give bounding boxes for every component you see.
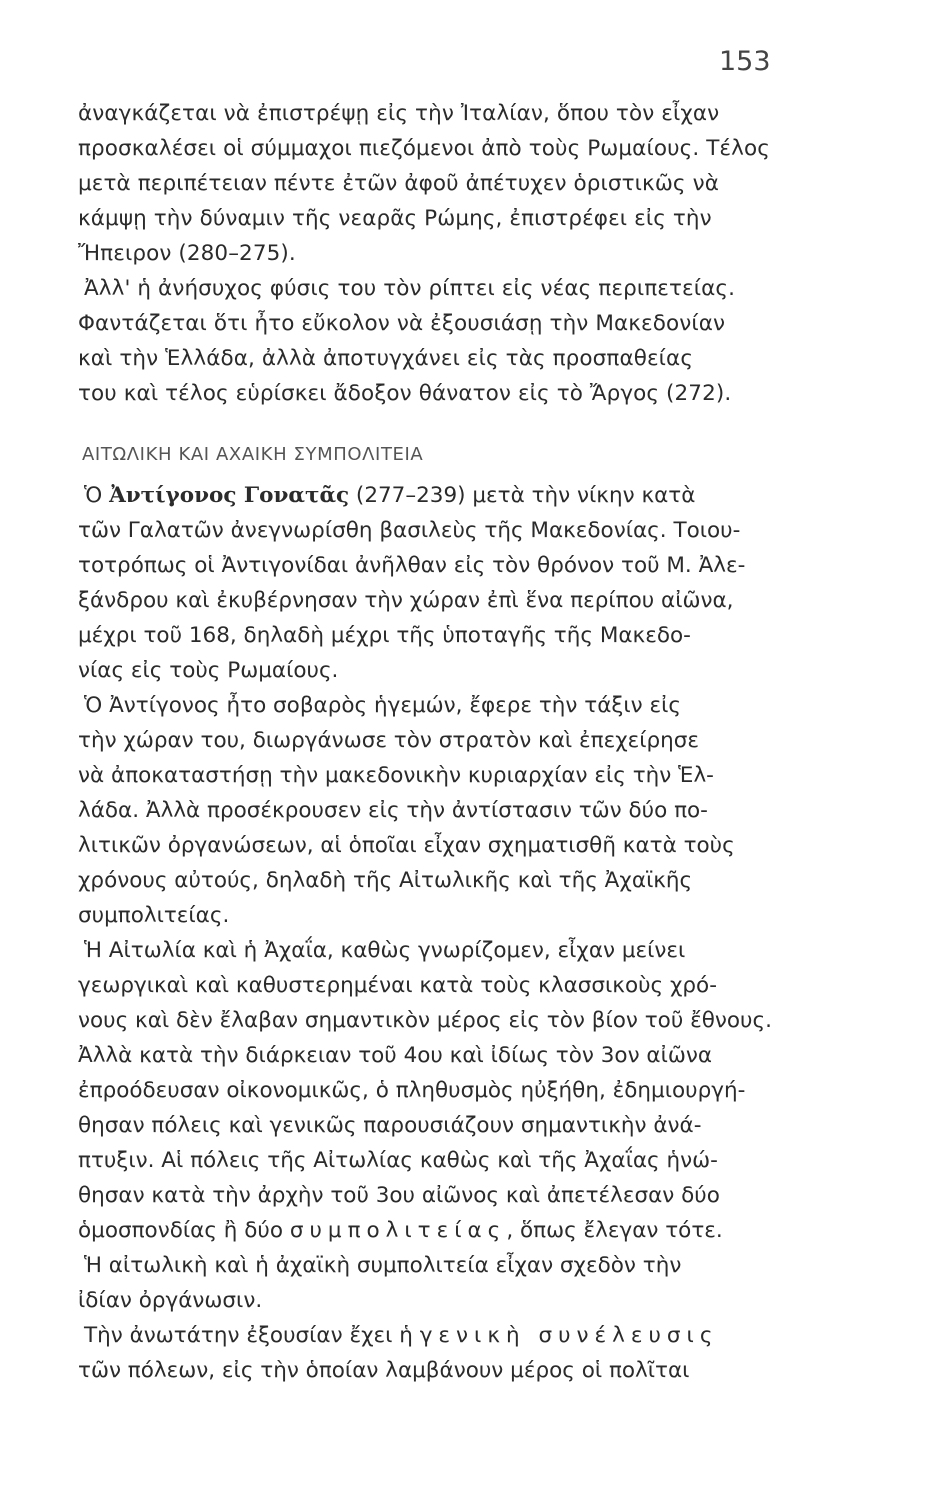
text-line: νους καὶ δὲν ἔλαβαν σημαντικὸν μέρος εἰς τὸν βίον τοῦ ἔθνους. [78,1008,772,1033]
text-line: κάμψῃ τὴν δύναμιν τῆς νεαρᾶς Ρώμης, ἐπιστρέφει εἰς τὴν [78,206,712,231]
text-line [78,479,808,514]
text-line: μετὰ περιπέτειαν πέντε ἐτῶν ἀφοῦ ἀπέτυχεν ὁριστικῶς νὰ [78,171,719,196]
text-line: καὶ τὴν Ἑλλάδα, ἀλλὰ ἀποτυγχάνει εἰς τὰς προσπαθείας [78,346,694,371]
text-line: Ἡ Αἰτωλία καὶ ἡ Ἀχαΐα, καθὼς γνωρίζομεν, εἶχαν μείνει [84,938,686,963]
text-line: προσκαλέσει οἱ σύμμαχοι πιεζόμενοι ἀπὸ τοὺς Ρωμαίους. Τέλος [78,136,770,161]
line-suffix: , ὅπως ἔλεγαν τότε. [506,1218,723,1243]
text-line: ἐπροόδευσαν οἰκονομικῶς, ὁ πληθυσμὸς ηὐξήθη, ἐδημιουργή- [78,1078,746,1103]
page-number: 153 [719,46,771,77]
text-line: Ὁ Ἀντίγονος ἦτο σοβαρὸς ἡγεμών, ἔφερε τὴν τάξιν εἰς [84,693,682,718]
text-line: του καὶ τέλος εὑρίσκει ἄδοξον θάνατον εἰς τὸ Ἄργος (272). [78,381,732,406]
section-heading: ΑΙΤΩΛΙΚΗ ΚΑΙ ΑΧΑΙΚΗ ΣΥΜΠΟΛΙΤΕΙΑ [82,444,424,465]
text-line: Ἀλλ' ἡ ἀνήσυχος φύσις του τὸν ρίπτει εἰς νέας περιπετείας. [84,276,736,301]
text-line: λάδα. Ἀλλὰ προσέκρουσεν εἰς τὴν ἀντίστασιν τῶν δύο πο- [78,798,708,823]
text-line: Ἡ αἰτωλικὴ καὶ ἡ ἀχαϊκὴ συμπολιτεία εἶχαν σχεδὸν τὴν [84,1253,682,1278]
spaced-term: συμπολιτείας [289,1218,507,1243]
text-line: χρόνους αὐτούς, δηλαδὴ τῆς Αἰτωλικῆς καὶ τῆς Ἀχαϊκῆς [78,868,693,893]
line-prefix: ὁμοσπονδίας ἢ δύο [78,1218,290,1243]
text-line: τὴν χώραν του, διωργάνωσε τὸν στρατὸν καὶ ἐπεχείρησε [78,728,700,753]
text-line: νὰ ἀποκαταστήσῃ τὴν μακεδονικὴν κυριαρχίαν εἰς τὴν Ἑλ- [78,763,714,788]
para-prefix: Ὁ [84,483,110,508]
text-line: τῶν Γαλατῶν ἀνεγνωρίσθη βασιλεὺς τῆς Μακεδονίας. Τοιου- [78,518,741,543]
section-pyrrhus-text [78,96,808,411]
text-line: Φαντάζεται ὅτι ἦτο εὔκολον νὰ ἐξουσιάσῃ τὴν Μακεδονίαν [78,311,726,336]
text-line: ἀναγκάζεται νὰ ἐπιστρέψῃ εἰς τὴν Ἰταλίαν, ὅπου τὸν εἶχαν [78,101,720,126]
text-line: τῶν πόλεων, εἰς τὴν ὁποίαν λαμβάνουν μέρος οἱ πολῖται [78,1358,690,1383]
text-line: ἰδίαν ὀργάνωσιν. [78,1288,263,1313]
text-line: Ἀλλὰ κατὰ τὴν διάρκειαν τοῦ 4ου καὶ ἰδίως τὸν 3ον αἰῶνα [78,1043,713,1068]
text-line: συμπολιτείας. [78,903,230,928]
highlighted-name: Ἀντίγονος Γονατᾶς [109,483,350,508]
text-line: θησαν κατὰ τὴν ἀρχὴν τοῦ 3ου αἰῶνος καὶ ἀπετέλεσαν δύο [78,1183,720,1208]
text-line: νίας εἰς τοὺς Ρωμαίους. [78,658,339,683]
text-line: γεωργικαὶ καὶ καθυστερημέναι κατὰ τοὺς κλασσικοὺς χρό- [78,973,717,998]
text-line: Ἤπειρον (280–275). [78,241,296,266]
spaced-term: γενικὴ συνέλευσις [419,1323,719,1348]
text-line: μέχρι τοῦ 168, δηλαδὴ μέχρι τῆς ὑποταγῆς τῆς Μακεδο- [78,623,691,648]
text-line: λιτικῶν ὀργανώσεων, αἱ ὁποῖαι εἶχαν σχηματισθῆ κατὰ τοὺς [78,833,735,858]
text-line [78,1319,808,1354]
text-line: θησαν πόλεις καὶ γενικῶς παρουσιάζουν σημαντικὴν ἀνά- [78,1113,702,1138]
text-line: πτυξιν. Αἱ πόλεις τῆς Αἰτωλίας καθὼς καὶ τῆς Ἀχαΐας ἡνώ- [78,1148,718,1173]
text-line: ξάνδρου καὶ ἐκυβέρνησαν τὴν χώραν ἐπὶ ἕνα περίπου αἰῶνα, [78,588,734,613]
text-line: τοτρόπως οἱ Ἀντιγονίδαι ἀνῆλθαν εἰς τὸν θρόνον τοῦ Μ. Ἀλε- [78,553,746,578]
section-leagues-text [78,479,808,1389]
text-line [78,1214,808,1249]
para-rest: (277–239) μετὰ τὴν νίκην κατὰ [349,483,696,508]
line-prefix: Τὴν ἀνωτάτην ἐξουσίαν ἔχει ἡ [84,1323,420,1348]
